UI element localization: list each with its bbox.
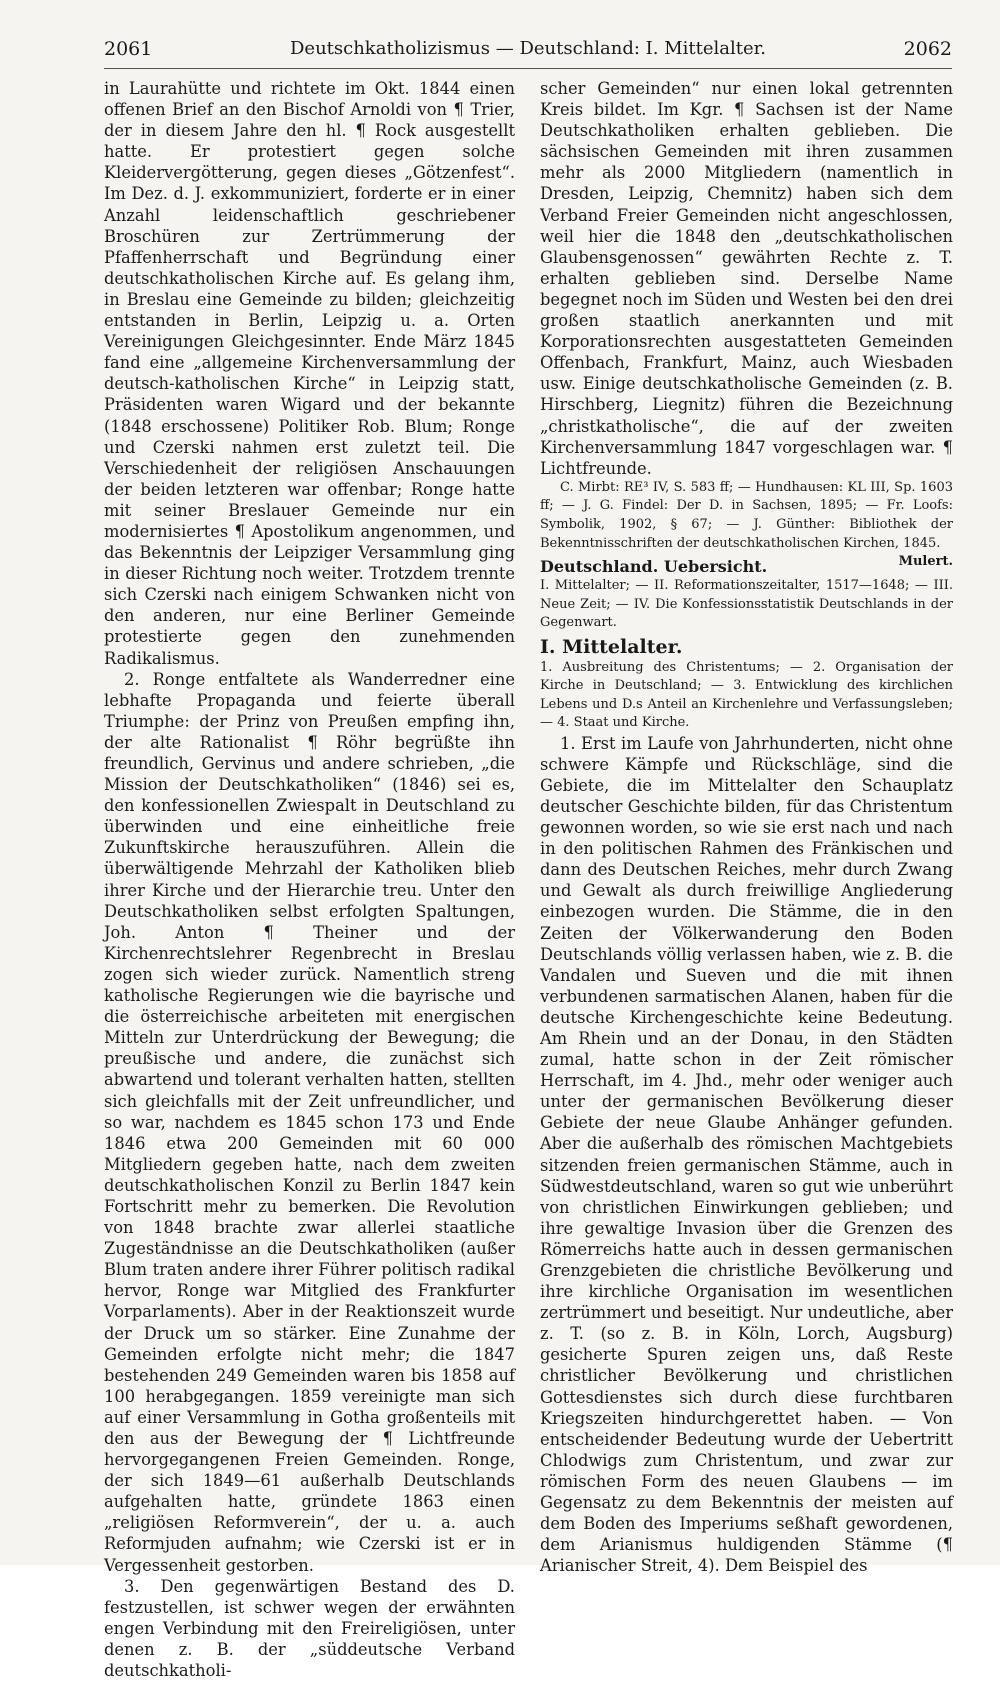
left-paragraph-3: 3. Den gegenwärtigen Bestand des D. festzustellen, ist schwer wegen der erwähnten engen Verbindung mit den Freireligiösen, unter denen z. B. der „süddeutsche Verband deutschkatholi- <box>104 1576 515 1681</box>
header-rule <box>104 68 952 69</box>
article-author: Mulert. <box>898 554 953 570</box>
left-paragraph-2: 2. Ronge entfaltete als Wanderredner eine lebhafte Propaganda und feierte überall Triumphe: der Prinz von Preußen empfing ihn, der alte Rationalist ¶ Röhr begrüßte ihn freundlich, Gervinus und andere schrieben, „die Mission der Deutschkatholiken“ (1846) sei es, den konfessionellen Zwiespalt in Deutschland zu überwinden und eine einheitliche freie Zukunftskirche herauszuführen. Allein die überwältigende Mehrzahl der Katholiken blieb ihrer Kirche und der Hierarchie treu. Unter den Deutschkatholiken selbst erfolgten Spaltungen, Joh. Anton ¶ Theiner und der Kirchenrechtslehrer Regenbrecht in Breslau zogen sich wieder zurück. Namentlich streng katholische Regierungen wie die bayrische und die österreichische arbeiteten mit energischen Mitteln zur Unterdrückung der Bewegung; die preußische und andere, die zunächst sich abwartend und tolerant verhalten hatten, stellten sich gleichfalls mit der Zeit unfreundlicher, und so war, nachdem es 1845 schon 173 und Ende 1846 etwa 200 Gemeinden mit 60 000 Mitgliedern gegeben hatte, nach dem zweiten deutschkatholischen Konzil zu Berlin 1847 kein Fortschritt mehr zu bemerken. Die Revolution von 1848 brachte zwar allerlei staatliche Zugeständnisse an die Deutschkatholiken (außer Blum traten andere ihrer Führer politisch radikal hervor, Ronge war Mitglied des Frankfurter Vorparlaments). Aber in der Reaktionszeit wurde der Druck um so stärker. Eine Zunahme der Gemeinden erfolgte nicht mehr; die 1847 bestehenden 249 Gemeinden waren bis 1858 auf 100 herabgegangen. 1859 vereinigte man sich auf einer Versammlung in Gotha großenteils mit den aus der Bewegung der ¶ Lichtfreunde hervorgegangenen Freien Gemeinden. Ronge, der sich 1849—61 außerhalb Deutschlands aufgehalten hatte, gründete 1863 einen „religiösen Reformverein“, der u. a. auch Reformjuden aufnahm; wie Czerski ist er in Vergessenheit gestorben. <box>104 669 515 1575</box>
bibliography-text: C. Mirbt: RE³ IV, S. 583 ff; — Hundhausen: KL III, Sp. 1603 ff; — J. G. Findel: Der D. in Sachsen, 1895; — Fr. Loofs: Symbolik, 1902, § 67; — J. Günther: Bibliothek der Bekenntnisschriften der deutschkatholischen Kirchen, 1845. <box>540 479 953 551</box>
running-title: Deutschkatholizismus — Deutschland: I. Mittelalter. <box>289 38 766 59</box>
left-paragraph-1: in Laurahütte und richtete im Okt. 1844 einen offenen Brief an den Bischof Arnoldi von ¶ Trier, der in diesem Jahre den hl. ¶ Rock ausgestellt hatte. Er protestiert gegen solche Kleidervergötterung, gegen dieses „Götzenfest“. Im Dez. d. J. exkommuniziert, forderte er in einer Anzahl leidenschaftlich geschriebener Broschüren zur Zertrümmerung der Pfaffenherrschaft und Begründung einer deutschkatholischen Kirche auf. Es gelang ihm, in Breslau eine Gemeinde zu bilden; gleichzeitig entstanden in Berlin, Leipzig u. a. Orten Vereinigungen Gleichgesinnter. Ende März 1845 fand eine „allgemeine Kirchenversammlung der deutsch-katholischen Kirche“ in Leipzig statt, Präsidenten waren Wigard und der bekannte (1848 erschossene) Politiker Rob. Blum; Ronge und Czerski nahmen erst zuletzt teil. Die Verschiedenheit der religiösen Anschauungen der beiden letzteren war offenbar; Ronge hatte mit seiner Breslauer Gemeinde nur ein modernisiertes ¶ Apostolikum angenommen, und das Bekenntnis der Leipziger Versammlung ging in dieser Richtung noch weiter. Trotzdem trennte sich Czerski nach einigem Schwanken nicht von den anderen, nur eine Berliner Gemeinde protestierte gegen den zunehmenden Radikalismus. <box>104 79 515 668</box>
section-heading: I. Mittelalter. <box>540 635 683 658</box>
right-column-number: 2062 <box>903 38 952 60</box>
left-column-number: 2061 <box>104 38 153 60</box>
right-paragraph-2: 1. Erst im Laufe von Jahrhunderten, nicht ohne schwere Kämpfe und Rückschläge, sind die Gebiete, die im Mittelalter den Schauplatz deutscher Geschichte bilden, für das Christentum gewonnen worden, so wie sie erst nach und nach in den politischen Rahmen des Fränkischen und dann des Deutschen Reiches, mehr durch Zwang und Gewalt als durch freiwillige Angliederung einbezogen wurden. Die Stämme, die in den Zeiten der Völkerwanderung den Boden Deutschlands völlig verlassen haben, wie z. B. die Vandalen und Sueven und die mit ihnen verbundenen sarmatischen Alanen, haben für die deutsche Kirchengeschichte keine Bedeutung. Am Rhein und an der Donau, in den Städten zumal, hatte schon in der Zeit römischer Herrschaft, im 4. Jhd., mehr oder weniger auch unter der germanischen Bevölkerung dieser Gebiete der neue Glaube Anhänger gefunden. Aber die außerhalb des römischen Machtgebiets sitzenden freien germanischen Stämme, auch in Südwestdeutschland, waren so gut wie unberührt von christlichen Einwirkungen geblieben; und ihre gewaltige Invasion über die Grenzen des Römerreichs hatte auch in dessen germanischen Grenzgebieten die christliche Bevölkerung und ihre kirchliche Organisation im wesentlichen zertrümmert und beseitigt. Nur undeutliche, aber z. T. (so z. B. in Köln, Lorch, Augsburg) gesicherte Spuren zeigen uns, daß Reste christlicher Bevölkerung und christlichen Gottesdienstes sich durch diese furchtbaren Kriegszeiten hindurchgerettet haben. — Von entscheidender Bedeutung wurde der Uebertritt Chlodwigs zum Christentum, und zwar zur römischen Form des neuen Glaubens — im Gegensatz zu dem Bekenntnis der meisten auf dem Boden des Imperiums seßhaft gewordenen, dem Arianismus huldigenden Stämme (¶ Arianischer Streit, 4). Dem Beispiel des <box>540 733 954 1576</box>
page-header <box>104 38 952 64</box>
section-contents: 1. Ausbreitung des Christentums; — 2. Organisation der Kirche in Deutschland; — 3. Entwicklung des kirchlichen Lebens und D.s Anteil an Kirchenlehre und Verfassungsleben; — 4. Staat und Kirche. <box>540 659 953 731</box>
overview-contents: I. Mittelalter; — II. Reformationszeitalter, 1517—1648; — III. Neue Zeit; — IV. Die Konfessionsstatistik Deutschlands in der Gegenwart. <box>540 578 953 631</box>
right-paragraph-1: scher Gemeinden“ nur einen lokal getrennten Kreis bildet. Im Kgr. ¶ Sachsen ist der Name Deutschkatholiken erhalten geblieben. Die sächsischen Gemeinden mit ihren zusammen mehr als 2000 Mitgliedern (namentlich in Dresden, Leipzig, Chemnitz) haben sich dem Verband Freier Gemeinden nicht angeschlossen, weil hier die 1848 den „deutschkatholischen Glaubensgenossen“ gewährten Rechte z. T. erhalten geblieben sind. Derselbe Name begegnet noch im Süden und Westen bei den drei großen staatlich anerkannten und mit Korporationsrechten ausgestatteten Gemeinden Offenbach, Frankfurt, Mainz, auch Wiesbaden usw. Einige deutschkatholische Gemeinden (z. B. Hirschberg, Liegnitz) führen die Bezeichnung „christkatholische“, die auf der zweiten Kirchenversammlung 1847 vorgeschlagen war. ¶ Lichtfreunde. <box>540 79 953 478</box>
right-column <box>540 78 954 1576</box>
overview-heading: Deutschland. Uebersicht. <box>540 557 768 577</box>
left-column <box>104 78 515 1681</box>
